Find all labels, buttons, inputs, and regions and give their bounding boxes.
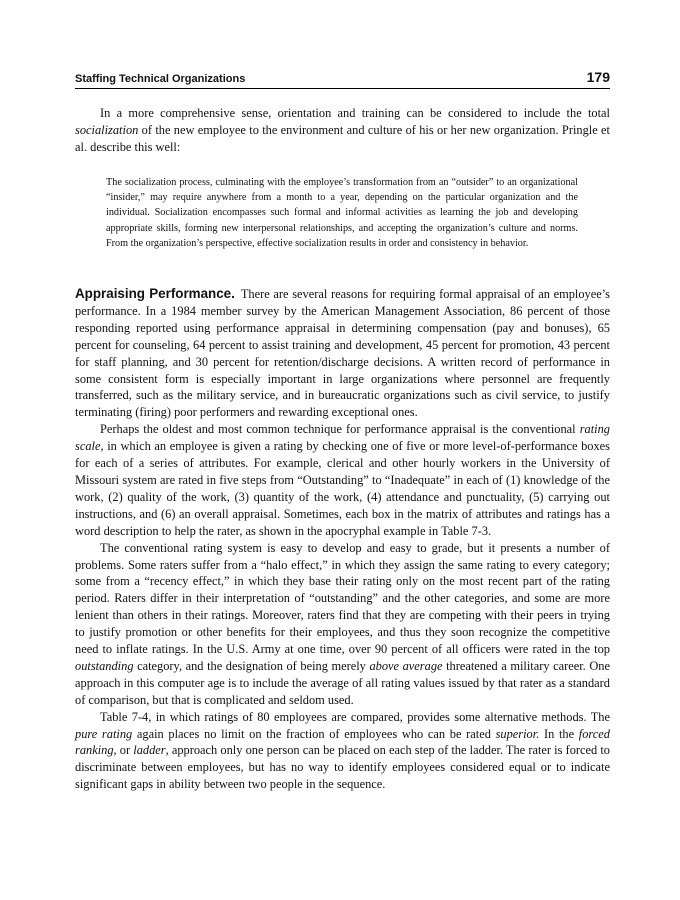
running-head-title: Staffing Technical Organizations (75, 73, 246, 85)
italic-term: above average (369, 658, 443, 673)
appraising-paragraph-4 (75, 709, 610, 794)
paragraph-text: In the (539, 726, 579, 741)
paragraph-text: again places no limit on the fraction of employees who can be rated (132, 726, 496, 741)
running-head (75, 70, 610, 88)
paragraph-text: There are several reasons for requiring formal appraisal of an employee’s performance. In a 1984 member survey by the American Management Association, 86 percent of those responding reported using performance appraisal in determining compensation (pay and bonuses), 65 percent for counseling, 64 percent to assist training and development, 45 percent for promotion, 43 percent for staff planning, and 30 percent for retention/discharge decisions. A written record of performance in some consistent form is especially important in large organizations where personnel are frequently transferred, such as the military service, and in bureaucratic organizations such as civil service, to justify terminating (firing) poor performers and rewarding exceptional ones. (75, 287, 611, 420)
intro-section (75, 105, 610, 156)
block-quote-text: The socialization process, culminating with the employee’s transformation from an “outsider” to an organizational “insider,” may require anywhere from a month to a year, depending on the particular organization and the individual. Socialization encompasses such formal and informal activities as learning the job and developing appropriate skills, forming new interpersonal relationships, and accepting the organization’s culture and norms. From the organization’s perspective, effective socialization results in order and consistency in behavior. (106, 177, 578, 249)
header-rule (75, 88, 610, 89)
paragraph-text: Perhaps the oldest and most common technique for performance appraisal is the conventional (100, 422, 580, 437)
paragraph-text: , or (113, 743, 134, 758)
appraising-paragraph-3 (75, 540, 610, 709)
intro-paragraph (75, 105, 610, 156)
italic-term: ladder (133, 743, 166, 758)
appraising-section (75, 286, 610, 793)
paragraph-text: in which an employee is given a rating by checking one of five or more level-of-performance boxes for each of a series of attributes. For example, clerical and other hourly workers in the University of Missouri system are rated in five steps from “Outstanding” to “Inadequate” in each of (1) knowledge of the work, (2) quality of the work, (3) quantity of the work, (4) attendance and punctuality, (5) carrying out instructions, and (6) an overall appraisal. Sometimes, each box in the matrix of attributes and ratings has a word description to help the rater, as shown in the apocryphal example in Table 7-3. (75, 439, 610, 538)
paragraph-text: threatened a military career. One approach in this computer age is to include the average of all rating values issued by that rater as a standard of comparison, but that is complicated and seldom used. (75, 658, 610, 707)
paragraph-text: The conventional rating system is easy to develop and easy to grade, but it presents a number of problems. Some raters suffer from a “halo effect,” in which they assign the same rating to every category; some from a “recency effect,” in which they base their rating only on the most recent part of the rating period. Raters differ in their interpretation of “outstanding” and the other categories, and some are more lenient than others in their ratings. Moreover, raters find that they are competing with their peers in trying to justify promotion or other benefits for their employees, and thus they soon recognize the competitive need to inflate ratings. In the U.S. Army at one time, over 90 percent of all officers were rated in the top (75, 540, 610, 657)
italic-term: superior. (495, 726, 540, 741)
italic-term: forced ranking (75, 726, 610, 758)
appraising-paragraph-2 (75, 421, 610, 539)
intro-text: of the new employee to the environment and culture of his or her new organization. Pringle et al. describe this well: (75, 122, 610, 154)
intro-italic-term: socialization (75, 122, 139, 137)
paragraph-text: , approach only one person can be placed on each step of the ladder. The rater is forced to discriminate between employees, but has no way to identify employees considered equal or to indicate significant gaps in ability between two people in the sequence. (75, 743, 610, 792)
italic-term: outstanding (75, 658, 134, 673)
paragraph-text: Table 7-4, in which ratings of 80 employees are compared, provides some alternative methods. The (100, 709, 610, 724)
italic-term: rating scale, (75, 422, 610, 454)
section-heading: Appraising Performance. (75, 286, 235, 301)
paragraph-text: category, and the designation of being merely (133, 658, 370, 673)
page-number: 179 (586, 69, 610, 85)
intro-text: In a more comprehensive sense, orientation and training can be considered to include the total (100, 106, 610, 120)
appraising-paragraph-1 (75, 286, 610, 421)
italic-term: pure rating (75, 726, 133, 741)
block-quote (106, 175, 578, 251)
